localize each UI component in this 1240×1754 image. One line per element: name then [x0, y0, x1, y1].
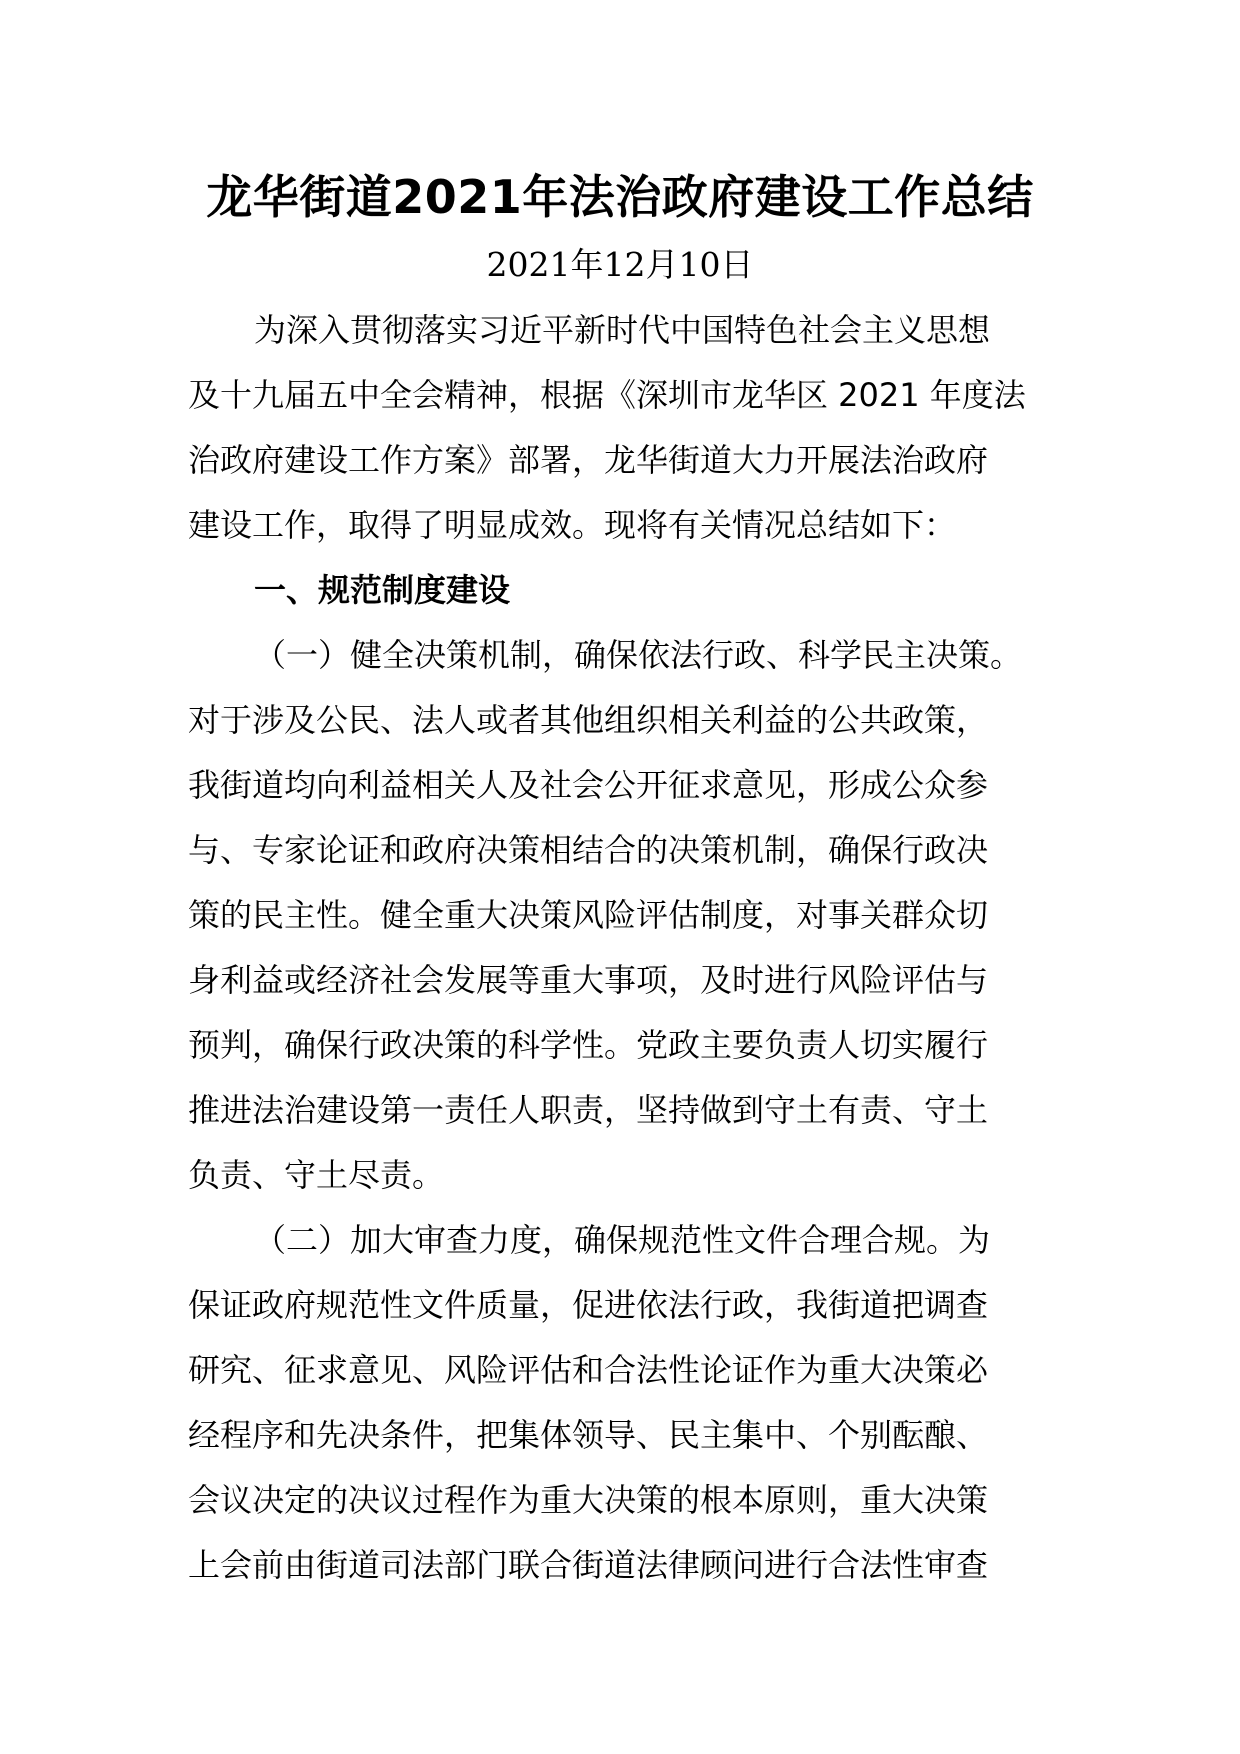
intro-line: 及十九届五中全会精神，根据《深圳市龙华区 2021 年度法	[188, 376, 1026, 414]
paragraph-line: 研究、征求意见、风险评估和合法性论证作为重大决策必	[188, 1351, 989, 1389]
paragraph-line: 身利益或经济社会发展等重大事项，及时进行风险评估与	[188, 961, 989, 999]
document-body	[188, 298, 1058, 1598]
paragraph-line: （二）加大审查力度，确保规范性文件合理合规。为	[254, 1221, 991, 1259]
paragraph-line: 我街道均向利益相关人及社会公开征求意见，形成公众参	[188, 766, 989, 804]
paragraph-line: 与、专家论证和政府决策相结合的决策机制，确保行政决	[188, 831, 989, 869]
paragraph-line: 策的民主性。健全重大决策风险评估制度，对事关群众切	[188, 896, 989, 934]
intro-line: 治政府建设工作方案》部署，龙华街道大力开展法治政府	[188, 441, 989, 479]
paragraph-line: 预判，确保行政决策的科学性。党政主要负责人切实履行	[188, 1026, 989, 1064]
document-title: 龙华街道2021年法治政府建设工作总结	[206, 170, 1034, 224]
intro-line: 建设工作，取得了明显成效。现将有关情况总结如下：	[188, 506, 957, 544]
paragraph-line: 对于涉及公民、法人或者其他组织相关利益的公共政策，	[188, 701, 989, 739]
intro-line: 为深入贯彻落实习近平新时代中国特色社会主义思想	[254, 311, 991, 349]
document-date: 2021年12月10日	[486, 245, 754, 284]
section-heading: 一、规范制度建设	[254, 571, 511, 609]
paragraph-line: 保证政府规范性文件质量，促进依法行政，我街道把调查	[188, 1286, 989, 1324]
paragraph-line: 会议决定的决议过程作为重大决策的根本原则，重大决策	[188, 1481, 989, 1519]
paragraph-line: 推进法治建设第一责任人职责，坚持做到守土有责、守土	[188, 1091, 989, 1129]
paragraph-line: 负责、守土尽责。	[188, 1156, 445, 1194]
paragraph-line: 经程序和先决条件，把集体领导、民主集中、个别酝酿、	[188, 1416, 989, 1454]
paragraph-line: （一）健全决策机制，确保依法行政、科学民主决策。	[254, 636, 1023, 674]
paragraph-line: 上会前由街道司法部门联合街道法律顾问进行合法性审查	[188, 1546, 989, 1584]
